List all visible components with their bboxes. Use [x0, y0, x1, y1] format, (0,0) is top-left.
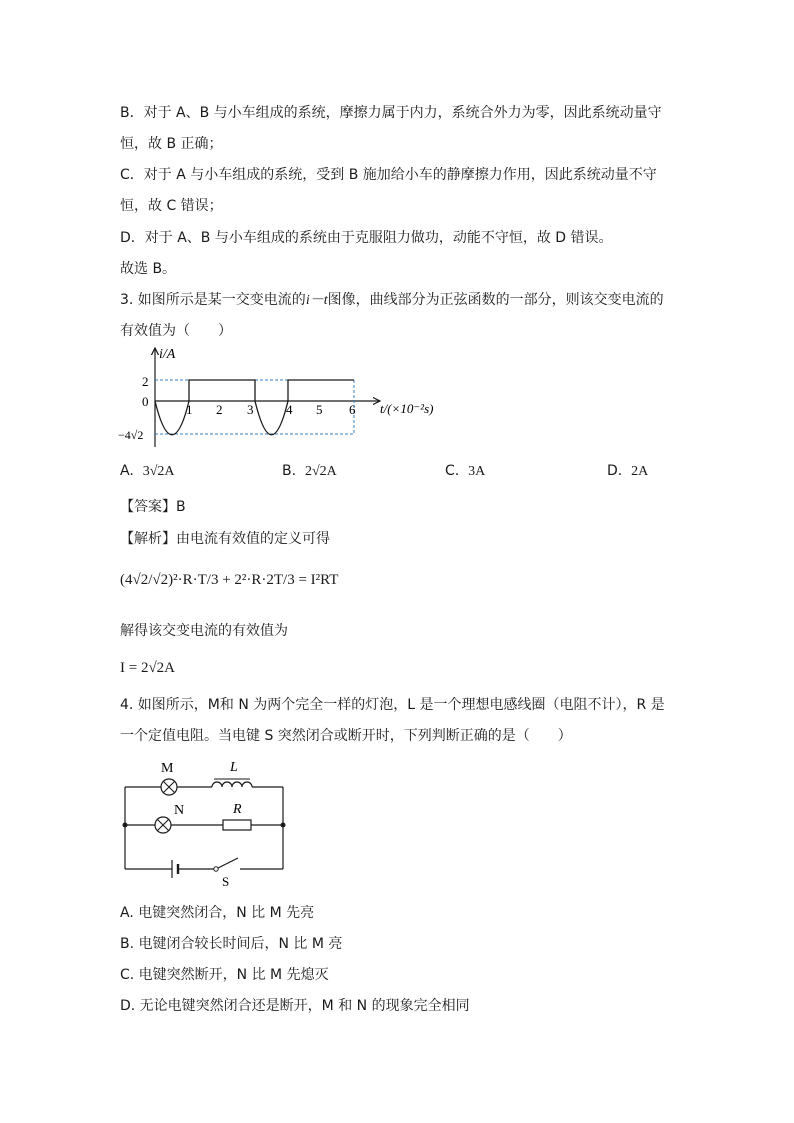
switch-label: S — [222, 874, 230, 889]
solution-line-c1: C．对于 A 与小车组成的系统，受到 B 施加给小车的静摩擦力作用，因此系统动量不守 — [120, 167, 657, 183]
y-axis-label: i/A — [159, 347, 176, 362]
x-tick-3: 3 — [247, 402, 254, 417]
q3-equation: (4√2/√2)²·R·T/3 + 2²·R·2T/3 = I²RT — [120, 572, 339, 588]
q3-result: I = 2√2A — [120, 660, 176, 676]
q3-option-d: D. 2A — [607, 463, 649, 479]
switch-icon — [214, 858, 238, 871]
q3-stem-line2: 有效值为（ ） — [120, 323, 232, 339]
q4-circuit-diagram — [116, 752, 296, 892]
q4-option-d: D. 无论电键突然闭合还是断开，M 和 N 的现象完全相同 — [120, 998, 470, 1014]
sine-segment-2 — [255, 401, 288, 435]
y-tick-neg: −4√2 — [118, 428, 144, 442]
q3-stem-pre: 3. 如图所示是某一交变电流的 — [120, 292, 306, 308]
solution-line-d1: D．对于 A、B 与小车组成的系统由于克服阻力做功，动能不守恒，故 D 错误。 — [120, 230, 613, 246]
x-tick-4: 4 — [286, 402, 293, 417]
lamp-m-icon — [161, 779, 177, 795]
solution-line-c2: 恒，故 C 错误； — [120, 198, 223, 214]
resistor-label: R — [233, 802, 242, 817]
q3-option-a: A. 3√2A — [120, 463, 175, 479]
lamp-n-label: N — [174, 803, 185, 818]
q4-option-c: C. 电键突然断开，N 比 M 先熄灭 — [120, 967, 329, 983]
q3-result-intro: 解得该交变电流的有效值为 — [120, 623, 288, 639]
inductor-icon — [212, 782, 252, 787]
square-segment-2 — [288, 380, 354, 401]
inductor-label: L — [230, 760, 238, 775]
q4-option-b: B. 电键闭合较长时间后，N 比 M 亮 — [120, 936, 343, 952]
y-tick-2: 2 — [142, 374, 149, 389]
q3-current-graph — [118, 342, 458, 452]
lamp-n-icon — [155, 817, 171, 833]
q3-option-b: B. 2√2A — [282, 463, 337, 479]
q4-option-a: A. 电键突然闭合，N 比 M 先亮 — [120, 905, 315, 921]
q4-stem-line2: 一个定值电阻。当电键 S 突然闭合或断开时，下列判断正确的是（ ） — [120, 728, 572, 744]
lamp-m-label: M — [161, 761, 174, 776]
solution-line-b2: 恒，故 B 正确； — [120, 136, 223, 152]
resistor-icon — [223, 820, 251, 830]
q3-stem-post: 图像，曲线部分为正弦函数的一部分，则该交变电流的 — [327, 292, 664, 308]
q3-stem-var: i－t — [305, 293, 328, 308]
sine-segment-1 — [155, 401, 189, 435]
q3-analysis: 【解析】由电流有效值的定义可得 — [120, 531, 330, 547]
battery-icon — [172, 860, 178, 878]
y-tick-0: 0 — [142, 394, 149, 409]
q3-stem — [120, 290, 664, 311]
solution-line-b1: B．对于 A、B 与小车组成的系统，摩擦力属于内力，系统合外力为零，因此系统动量守 — [120, 105, 662, 121]
x-axis-label: t/(×10⁻²s) — [380, 401, 434, 416]
x-tick-6: 6 — [349, 402, 356, 417]
square-segment-1 — [189, 380, 255, 401]
x-tick-5: 5 — [316, 402, 323, 417]
q3-option-c: C. 3A — [445, 463, 486, 479]
x-tick-1: 1 — [186, 402, 193, 417]
q4-stem-line1: 4. 如图所示，M和 N 为两个完全一样的灯泡，L 是一个理想电感线圈（电阻不计），R 是 — [120, 697, 665, 713]
q3-answer: 【答案】B — [120, 499, 186, 515]
solution-conclusion: 故选 B。 — [120, 261, 177, 277]
x-tick-2: 2 — [216, 402, 223, 417]
